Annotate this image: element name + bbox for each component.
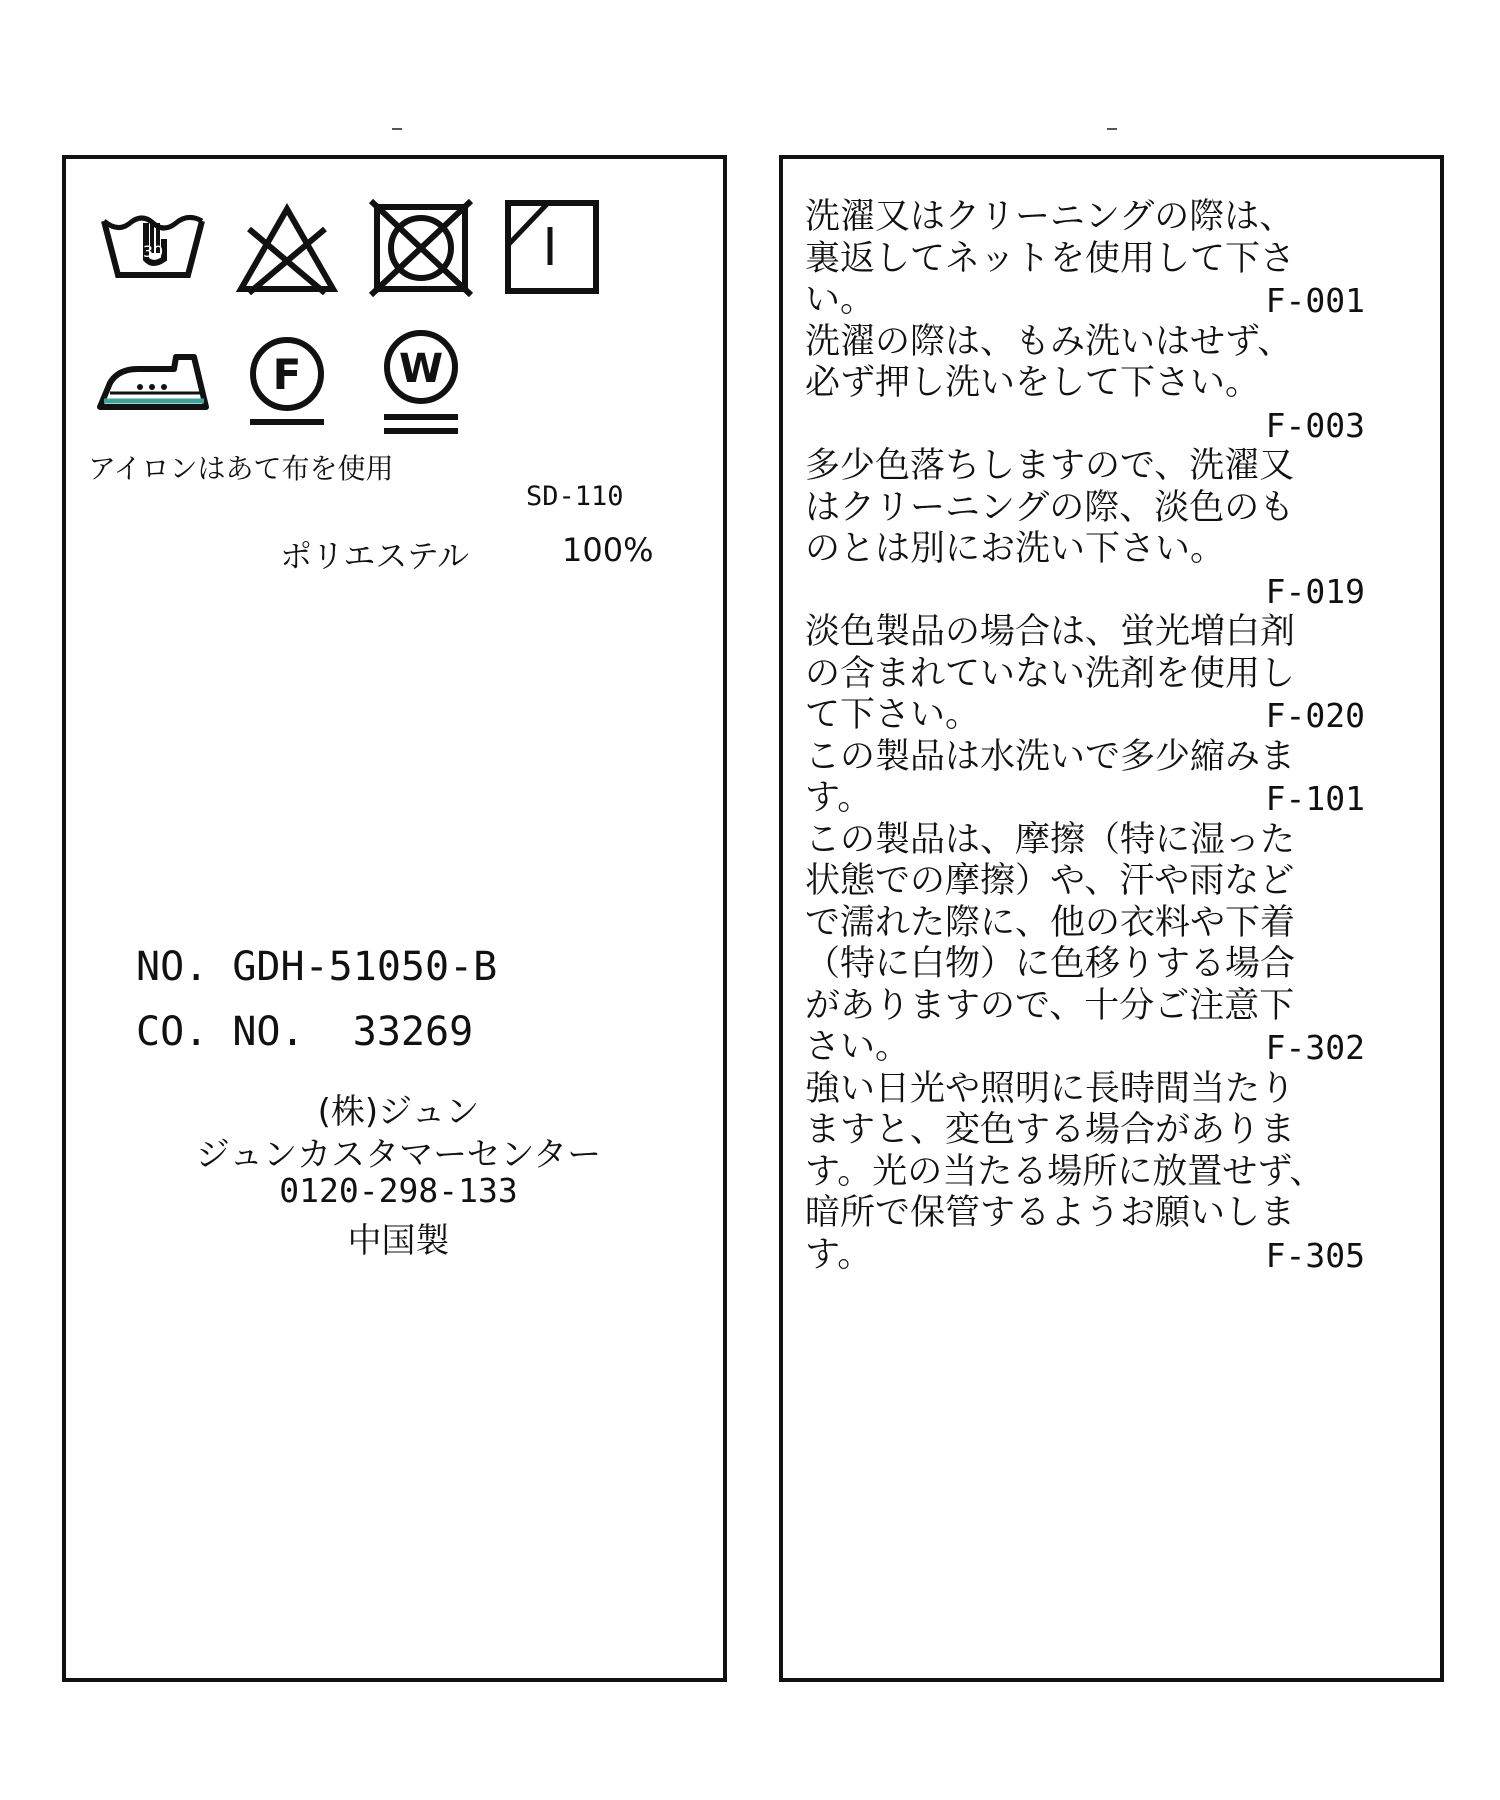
care-notes [805, 197, 1365, 1276]
iron-low-temp-icon [96, 349, 210, 413]
care-note-text: 強い日光や照明に長時間当たり ますと、変色する場合がありま す。光の当たる場所に放置せず、 暗所で保管するようお願いしま す。 [805, 1068, 1325, 1275]
care-note-code: F-020 [1265, 696, 1365, 735]
line-dry-icon [504, 199, 600, 295]
care-note-code: F-001 [1265, 281, 1365, 320]
sd-code: SD-110 [526, 481, 624, 512]
care-note-text: 洗濯又はクリーニングの際は、 裏返してネットを使用して下さ い。 [805, 197, 1296, 320]
crop-mark-left [392, 118, 402, 130]
care-note-code: F-305 [1265, 1235, 1365, 1275]
wet-clean-letter: W [398, 346, 444, 392]
material-name: ポリエステル [280, 537, 470, 575]
country-of-origin: 中国製 [347, 1221, 450, 1261]
hand-wash-icon [100, 209, 206, 284]
care-note [805, 612, 1365, 737]
care-note-text: 淡色製品の場合は、蛍光増白剤 の含まれていない洗剤を使用し て下さい。 [805, 612, 1296, 735]
wash-temp-label: 30 [142, 242, 164, 261]
care-label-right-panel [779, 155, 1444, 1682]
care-note-text: 洗濯の際は、もみ洗いはせず、 必ず押し洗いをして下さい。 [805, 321, 1293, 403]
care-note-text: この製品は、摩擦（特に湿った 状態での摩擦）や、汗や雨など で濡れた際に、他の衣料や下着 （特に白物）に色移りする場合 がありますので、十分ご注意下 さい。 [805, 819, 1296, 1067]
care-note [805, 820, 1365, 1069]
iron-note: アイロンはあて布を使用 [88, 452, 394, 485]
company-name: (株)ジュン [317, 1092, 480, 1132]
care-note [805, 197, 1365, 322]
customer-center: ジュンカスタマーセンター [195, 1135, 602, 1175]
care-note [805, 322, 1365, 447]
care-note-text: この製品は水洗いで多少縮みま す。 [805, 736, 1296, 818]
care-note-text: 多少色落ちしますので、洗濯又 はクリーニングの際、淡色のも のとは別にお洗い下さい。 [805, 446, 1295, 569]
product-number: NO. GDH-51050-B [136, 944, 498, 990]
care-note-code: F-019 [1265, 571, 1365, 611]
material-percent: 100% [562, 531, 654, 569]
wet-clean-w-icon [378, 327, 464, 439]
care-note [805, 737, 1365, 820]
care-note [805, 1069, 1365, 1277]
care-note-code: F-003 [1265, 405, 1365, 445]
care-note-code: F-302 [1265, 1028, 1365, 1067]
no-bleach-icon [235, 203, 339, 295]
care-label-left-panel [62, 155, 727, 1682]
dry-clean-f-icon [244, 334, 330, 430]
dry-clean-letter: F [272, 350, 302, 399]
care-note [805, 446, 1365, 612]
phone-number: 0120-298-133 [279, 1171, 518, 1210]
care-note-code: F-101 [1265, 779, 1365, 818]
no-tumble-dry-icon [369, 199, 473, 297]
crop-mark-right [1107, 118, 1117, 130]
co-number: CO. NO. 33269 [136, 1009, 474, 1055]
